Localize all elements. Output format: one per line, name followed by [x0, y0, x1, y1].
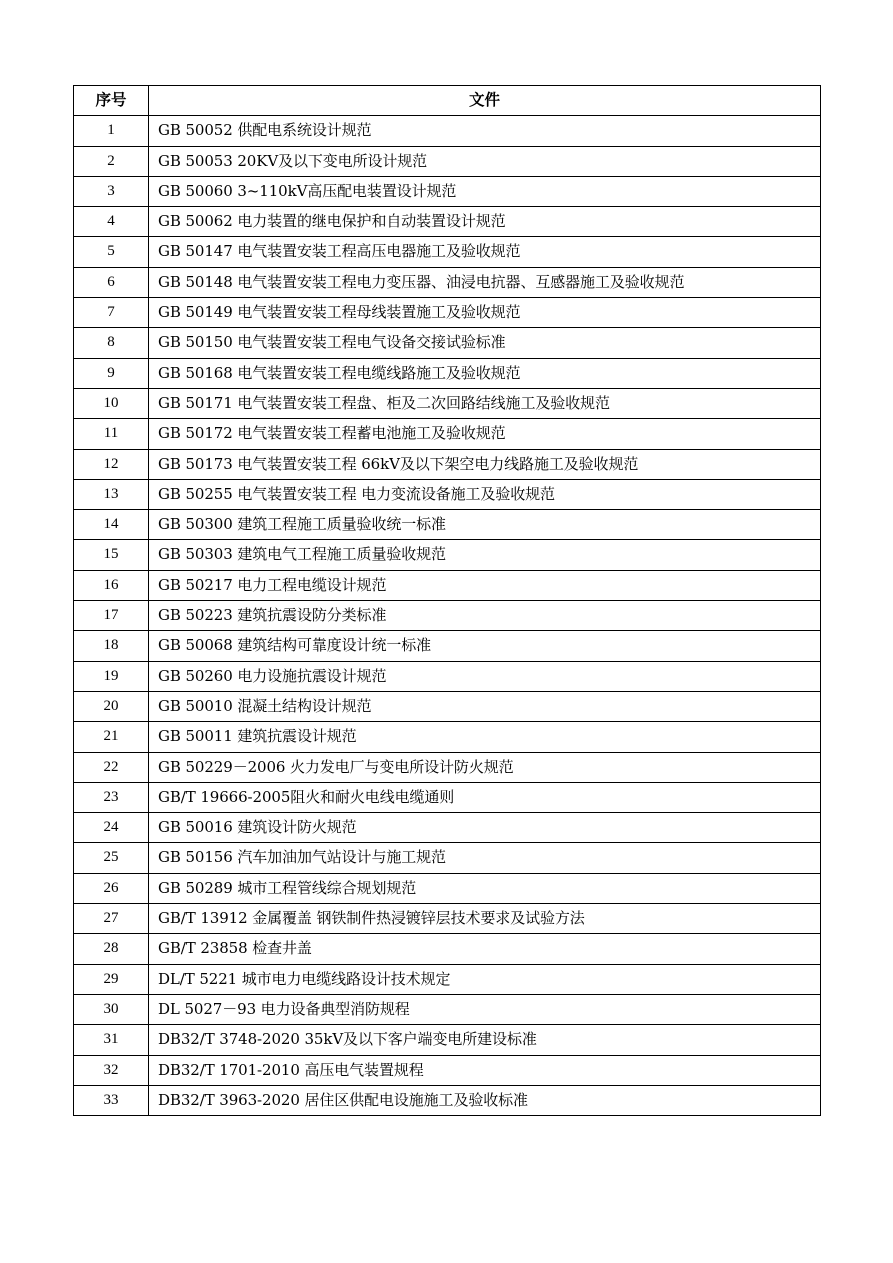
table-body [74, 116, 821, 1116]
table-row [74, 237, 821, 267]
table-row [74, 358, 821, 388]
row-serial-number: 4 [74, 207, 149, 237]
table-row [74, 601, 821, 631]
table-row [74, 904, 821, 934]
row-document-title: GB 50168 电气装置安装工程电缆线路施工及验收规范 [149, 358, 821, 388]
row-document-title: GB 50060 3~110kV高压配电装置设计规范 [149, 176, 821, 206]
table-row [74, 419, 821, 449]
header-serial-number: 序号 [74, 86, 149, 116]
row-serial-number: 13 [74, 479, 149, 509]
row-serial-number: 16 [74, 570, 149, 600]
row-serial-number: 31 [74, 1025, 149, 1055]
row-serial-number: 10 [74, 388, 149, 418]
table-row [74, 752, 821, 782]
row-serial-number: 29 [74, 964, 149, 994]
row-serial-number: 18 [74, 631, 149, 661]
row-document-title: GB 50217 电力工程电缆设计规范 [149, 570, 821, 600]
table-row [74, 298, 821, 328]
row-serial-number: 3 [74, 176, 149, 206]
table-row [74, 388, 821, 418]
row-serial-number: 15 [74, 540, 149, 570]
row-serial-number: 7 [74, 298, 149, 328]
row-document-title: DL/T 5221 城市电力电缆线路设计技术规定 [149, 964, 821, 994]
row-document-title: GB 50229－2006 火力发电厂与变电所设计防火规范 [149, 752, 821, 782]
table-row [74, 207, 821, 237]
row-document-title: GB 50260 电力设施抗震设计规范 [149, 661, 821, 691]
table-row [74, 1025, 821, 1055]
row-document-title: GB 50171 电气装置安装工程盘、柜及二次回路结线施工及验收规范 [149, 388, 821, 418]
row-document-title: GB 50148 电气装置安装工程电力变压器、油浸电抗器、互感器施工及验收规范 [149, 267, 821, 297]
row-serial-number: 27 [74, 904, 149, 934]
table-row [74, 479, 821, 509]
row-document-title: GB 50223 建筑抗震设防分类标准 [149, 601, 821, 631]
row-serial-number: 23 [74, 782, 149, 812]
table-row [74, 267, 821, 297]
row-document-title: GB 50010 混凝土结构设计规范 [149, 691, 821, 721]
table-row [74, 691, 821, 721]
row-document-title: GB 50303 建筑电气工程施工质量验收规范 [149, 540, 821, 570]
row-document-title: DB32/T 3748-2020 35kV及以下客户端变电所建设标准 [149, 1025, 821, 1055]
table-row [74, 934, 821, 964]
table-row [74, 631, 821, 661]
row-serial-number: 20 [74, 691, 149, 721]
row-serial-number: 12 [74, 449, 149, 479]
row-document-title: GB 50150 电气装置安装工程电气设备交接试验标准 [149, 328, 821, 358]
row-document-title: GB 50062 电力装置的继电保护和自动装置设计规范 [149, 207, 821, 237]
row-document-title: GB 50068 建筑结构可靠度设计统一标准 [149, 631, 821, 661]
row-document-title: DB32/T 3963-2020 居住区供配电设施施工及验收标准 [149, 1085, 821, 1115]
row-serial-number: 26 [74, 873, 149, 903]
row-serial-number: 30 [74, 994, 149, 1024]
row-document-title: GB 50173 电气装置安装工程 66kV及以下架空电力线路施工及验收规范 [149, 449, 821, 479]
table-row [74, 782, 821, 812]
row-serial-number: 2 [74, 146, 149, 176]
row-document-title: DL 5027－93 电力设备典型消防规程 [149, 994, 821, 1024]
row-serial-number: 28 [74, 934, 149, 964]
table-row [74, 843, 821, 873]
row-document-title: GB/T 13912 金属覆盖 钢铁制件热浸镀锌层技术要求及试验方法 [149, 904, 821, 934]
standards-table [73, 85, 821, 1116]
table-row [74, 328, 821, 358]
row-serial-number: 33 [74, 1085, 149, 1115]
row-serial-number: 14 [74, 510, 149, 540]
row-serial-number: 8 [74, 328, 149, 358]
table-row [74, 570, 821, 600]
table-row [74, 722, 821, 752]
table-row [74, 964, 821, 994]
row-document-title: GB 50011 建筑抗震设计规范 [149, 722, 821, 752]
row-document-title: GB 50016 建筑设计防火规范 [149, 813, 821, 843]
table-row [74, 176, 821, 206]
row-document-title: GB/T 19666-2005阻火和耐火电线电缆通则 [149, 782, 821, 812]
table-row [74, 510, 821, 540]
row-serial-number: 24 [74, 813, 149, 843]
row-document-title: GB 50156 汽车加油加气站设计与施工规范 [149, 843, 821, 873]
table-row [74, 116, 821, 146]
row-document-title: GB 50255 电气装置安装工程 电力变流设备施工及验收规范 [149, 479, 821, 509]
row-serial-number: 5 [74, 237, 149, 267]
table-row [74, 813, 821, 843]
row-serial-number: 1 [74, 116, 149, 146]
row-serial-number: 17 [74, 601, 149, 631]
table-header-row [74, 86, 821, 116]
header-document: 文件 [149, 86, 821, 116]
row-document-title: GB/T 23858 检查井盖 [149, 934, 821, 964]
row-document-title: GB 50053 20KV及以下变电所设计规范 [149, 146, 821, 176]
row-serial-number: 32 [74, 1055, 149, 1085]
table-row [74, 661, 821, 691]
row-document-title: GB 50149 电气装置安装工程母线装置施工及验收规范 [149, 298, 821, 328]
row-serial-number: 9 [74, 358, 149, 388]
row-document-title: DB32/T 1701-2010 高压电气装置规程 [149, 1055, 821, 1085]
table-row [74, 994, 821, 1024]
table-row [74, 873, 821, 903]
row-serial-number: 19 [74, 661, 149, 691]
row-serial-number: 22 [74, 752, 149, 782]
table-row [74, 1055, 821, 1085]
row-serial-number: 25 [74, 843, 149, 873]
table-row [74, 1085, 821, 1115]
row-document-title: GB 50289 城市工程管线综合规划规范 [149, 873, 821, 903]
table-row [74, 540, 821, 570]
row-serial-number: 6 [74, 267, 149, 297]
row-serial-number: 11 [74, 419, 149, 449]
table-row [74, 146, 821, 176]
row-document-title: GB 50052 供配电系统设计规范 [149, 116, 821, 146]
row-document-title: GB 50300 建筑工程施工质量验收统一标准 [149, 510, 821, 540]
table-row [74, 449, 821, 479]
row-serial-number: 21 [74, 722, 149, 752]
row-document-title: GB 50172 电气装置安装工程蓄电池施工及验收规范 [149, 419, 821, 449]
row-document-title: GB 50147 电气装置安装工程高压电器施工及验收规范 [149, 237, 821, 267]
